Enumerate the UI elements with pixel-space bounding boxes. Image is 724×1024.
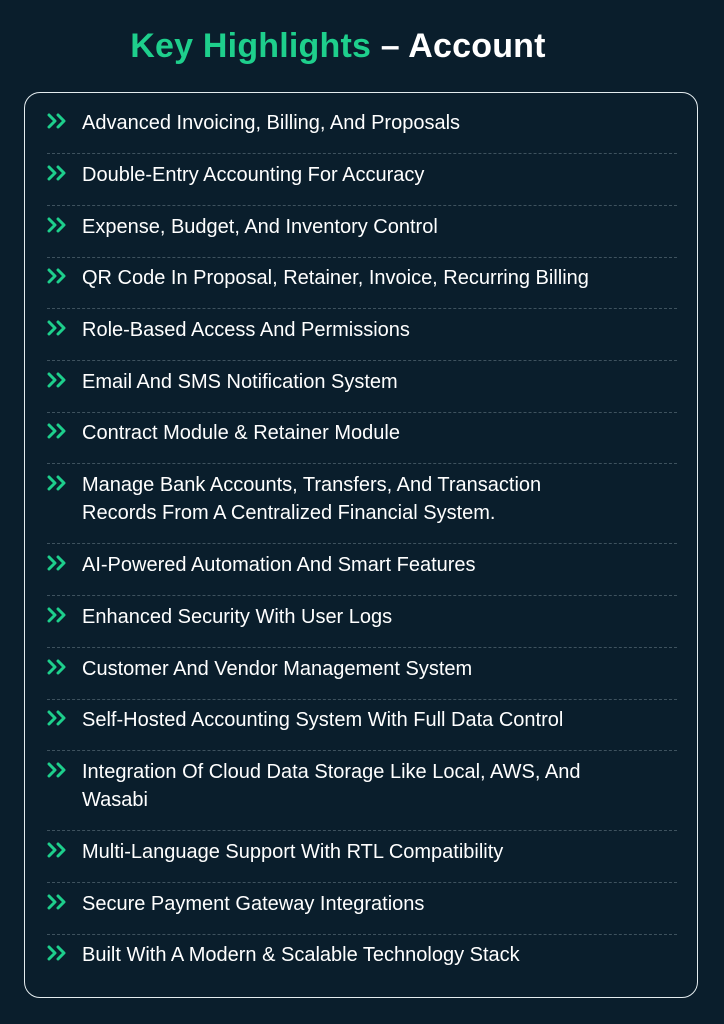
title-rest: – Account [380, 27, 546, 65]
list-item-label [82, 890, 677, 918]
list-item-label [82, 941, 677, 969]
list-item [47, 838, 677, 883]
list-item-label [82, 551, 677, 579]
list-item-label [82, 655, 677, 683]
list-item-label [82, 419, 677, 447]
double-chevron-right-icon [47, 372, 69, 388]
double-chevron-right-icon [47, 894, 69, 910]
list-item [47, 551, 677, 596]
list-item [47, 316, 677, 361]
double-chevron-right-icon [47, 842, 69, 858]
list-item [47, 264, 677, 309]
list-item-label [82, 368, 677, 396]
double-chevron-right-icon [47, 165, 69, 181]
list-item-line: Self-Hosted Accounting System With Full Data Control [82, 709, 564, 731]
double-chevron-right-icon [47, 607, 69, 623]
list-item [47, 161, 677, 206]
list-item [47, 603, 677, 648]
list-item-line: Manage Bank Accounts, Transfers, And Transaction [82, 474, 542, 496]
list-item-line: Advanced Invoicing, Billing, And Proposals [82, 112, 461, 134]
list-item [47, 758, 677, 831]
list-item [47, 471, 677, 544]
list-item [47, 213, 677, 258]
double-chevron-right-icon [47, 475, 69, 491]
double-chevron-right-icon [47, 710, 69, 726]
double-chevron-right-icon [47, 423, 69, 439]
highlights-card [24, 92, 698, 998]
list-item-label [82, 603, 677, 631]
double-chevron-right-icon [47, 945, 69, 961]
list-item [47, 890, 677, 935]
list-item-line: Expense, Budget, And Inventory Control [82, 216, 438, 238]
double-chevron-right-icon [47, 762, 69, 778]
list-item [47, 109, 677, 154]
double-chevron-right-icon [47, 268, 69, 284]
list-item-line: Multi-Language Support With RTL Compatibility [82, 841, 504, 863]
list-item-label [82, 161, 677, 189]
list-item-label [82, 213, 677, 241]
list-item-line: Customer And Vendor Management System [82, 658, 473, 680]
list-item-label [82, 471, 677, 527]
list-item [47, 655, 677, 700]
list-item-line: AI-Powered Automation And Smart Features [82, 554, 476, 576]
title-highlight: Key Highlights [130, 27, 372, 65]
list-item-line: Contract Module & Retainer Module [82, 422, 400, 444]
list-item [47, 706, 677, 751]
list-item-line: Double-Entry Accounting For Accuracy [82, 164, 425, 186]
double-chevron-right-icon [47, 659, 69, 675]
list-item-line: Records From A Centralized Financial System. [82, 502, 496, 524]
double-chevron-right-icon [47, 320, 69, 336]
list-item-line: Role-Based Access And Permissions [82, 319, 410, 341]
list-item-label [82, 264, 677, 292]
list-item-line: Secure Payment Gateway Integrations [82, 893, 425, 915]
list-item-line: QR Code In Proposal, Retainer, Invoice, Recurring Billing [82, 267, 589, 289]
double-chevron-right-icon [47, 113, 69, 129]
list-item-label [82, 758, 677, 814]
list-item-label [82, 706, 677, 734]
list-item-label [82, 109, 677, 137]
list-item-line: Wasabi [82, 789, 148, 811]
list-item-label [82, 838, 677, 866]
list-item [47, 368, 677, 413]
list-item-line: Enhanced Security With User Logs [82, 606, 393, 628]
page-title [0, 24, 676, 68]
list-item-label [82, 316, 677, 344]
list-item-line: Email And SMS Notification System [82, 371, 398, 393]
list-item [47, 419, 677, 464]
list-item-line: Built With A Modern & Scalable Technology Stack [82, 944, 520, 966]
double-chevron-right-icon [47, 555, 69, 571]
list-item-line: Integration Of Cloud Data Storage Like Local, AWS, And [82, 761, 581, 783]
list-item [47, 941, 677, 986]
double-chevron-right-icon [47, 217, 69, 233]
